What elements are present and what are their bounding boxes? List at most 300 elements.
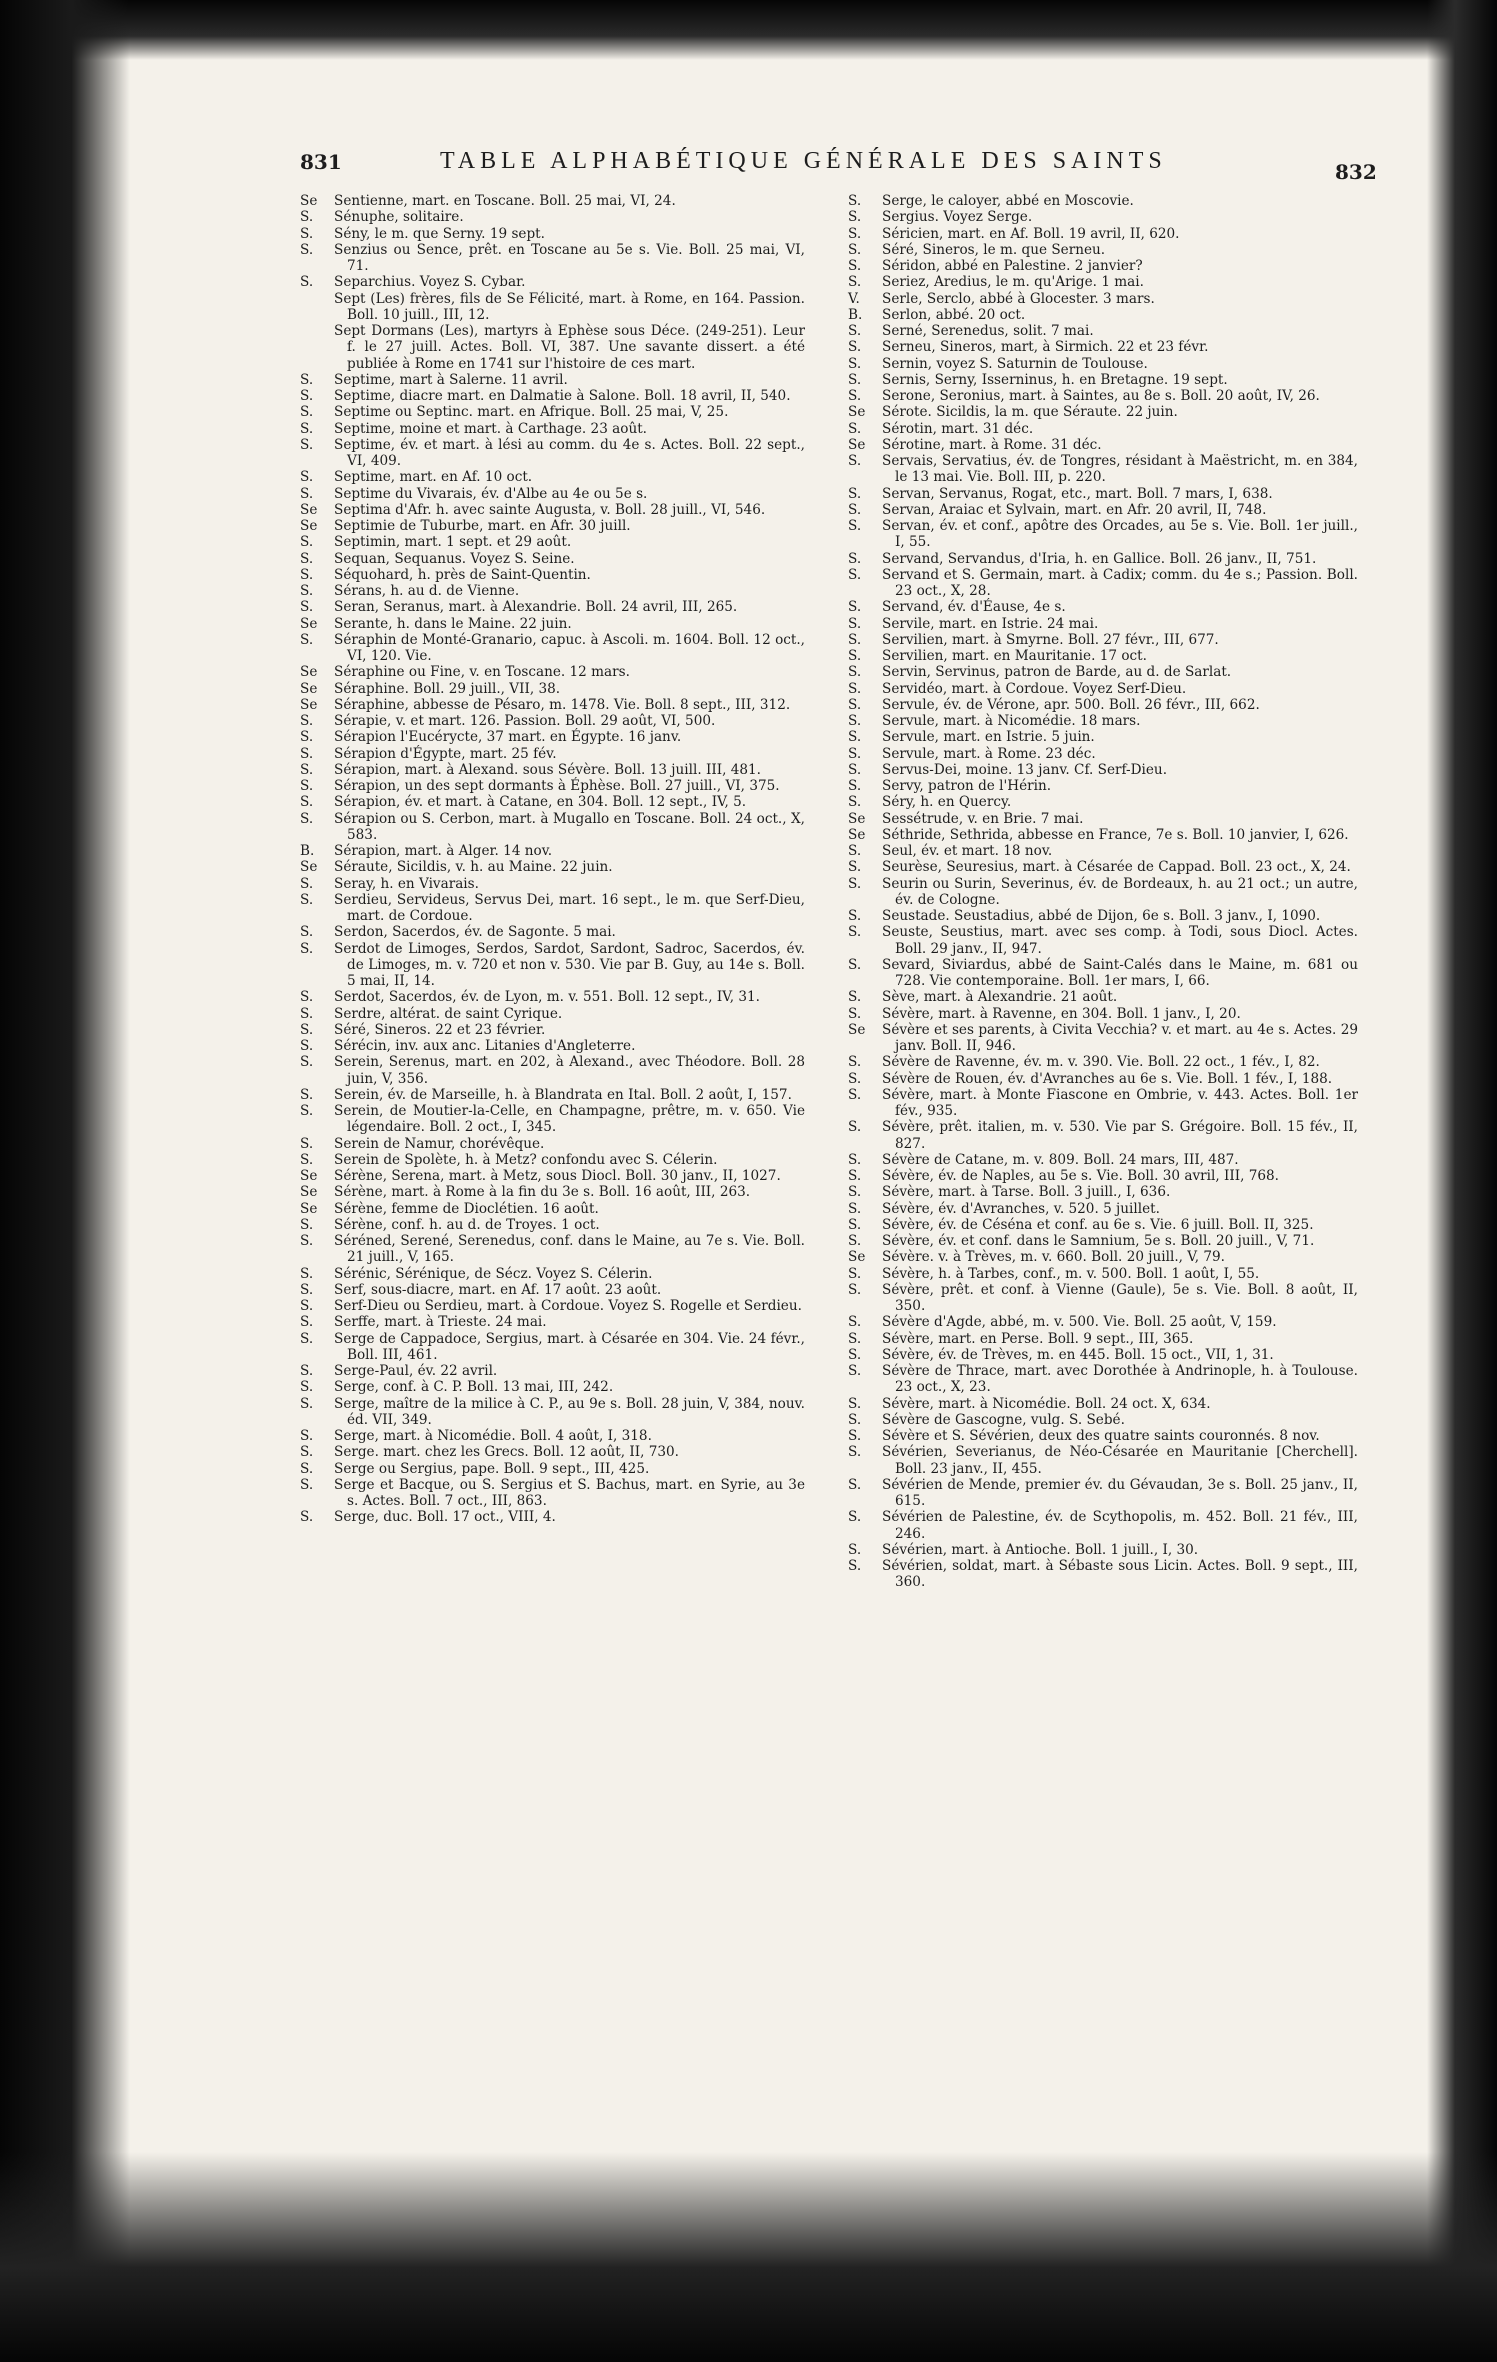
entry-text: Seustade. Seustadius, abbé de Dijon, 6e s. Boll. 3 janv., I, 1090.	[882, 908, 1321, 924]
entry-marker: S.	[848, 1233, 862, 1249]
index-entry	[848, 258, 1358, 274]
index-entry	[300, 567, 805, 583]
index-entry	[300, 1038, 805, 1054]
entry-text: Sévère, év. d'Avranches, v. 520. 5 juillet.	[882, 1200, 1160, 1217]
entry-text: Sévérien de Palestine, év. de Scythopolis, m. 452. Boll. 21 fév., III, 246.	[882, 1509, 1358, 1542]
entry-marker: Se	[848, 826, 866, 843]
scan-border-left	[0, 0, 130, 2362]
index-entry	[300, 274, 805, 290]
entry-marker: S.	[300, 1330, 314, 1347]
entry-marker: S.	[848, 371, 862, 388]
entry-text: Séraphine, abbesse de Pésaro, m. 1478. Vie. Boll. 8 sept., III, 312.	[334, 696, 791, 713]
entry-marker: S.	[300, 1054, 314, 1071]
entry-text: Servule, mart. à Rome. 23 déc.	[882, 745, 1096, 762]
index-entry	[848, 567, 1358, 600]
entry-marker: S.	[300, 1460, 314, 1477]
entry-text: Serein, de Moutier-la-Celle, en Champagne, prêtre, m. v. 650. Vie légendaire. Boll. 2 oct., I, 345.	[334, 1103, 805, 1136]
entry-marker: S.	[300, 274, 314, 291]
entry-marker: S.	[848, 1151, 862, 1168]
entry-text: Sérotin, mart. 31 déc.	[882, 420, 1034, 437]
entry-text: Séré, Sineros, le m. que Serneu.	[882, 241, 1106, 258]
entry-marker: S.	[300, 485, 314, 502]
index-entry	[848, 1542, 1358, 1558]
entry-marker: S.	[300, 875, 314, 892]
entry-marker: S.	[300, 729, 314, 746]
entry-text: Servidéo, mart. à Cordoue. Voyez Serf-Dieu.	[882, 680, 1187, 697]
index-entry	[300, 323, 805, 372]
index-entry	[300, 599, 805, 615]
index-entry	[848, 811, 1358, 827]
index-entry	[300, 616, 805, 632]
entry-text: Serdieu, Servideus, Servus Dei, mart. 16 sept., le m. que Serf-Dieu, mart. de Cordoue.	[334, 891, 805, 924]
index-entry	[300, 1266, 805, 1282]
index-entry	[848, 1347, 1358, 1363]
entry-text: Serein de Namur, chorévêque.	[334, 1135, 545, 1152]
entry-text: Sérapion, mart. à Alexand. sous Sévère. Boll. 13 juill. III, 481.	[334, 761, 761, 778]
entry-marker: Se	[300, 696, 318, 713]
entry-marker: Se	[848, 810, 866, 827]
index-entry	[300, 924, 805, 940]
index-entry	[848, 551, 1358, 567]
entry-marker: S.	[848, 1265, 862, 1282]
entry-text: Septimie de Tuburbe, mart. en Afr. 30 juill.	[334, 518, 631, 534]
entry-text: Seurèse, Seuresius, mart. à Césarée de Cappad. Boll. 23 oct., X, 24.	[882, 859, 1351, 876]
index-entry	[848, 762, 1358, 778]
page-number-right: 832	[1335, 160, 1377, 184]
entry-text: Serdre, altérat. de saint Cyrique.	[334, 1005, 563, 1022]
index-entry	[848, 1444, 1358, 1477]
index-entry	[300, 388, 805, 404]
index-entry	[848, 924, 1358, 957]
entry-text: Séridon, abbé en Palestine. 2 janvier?	[882, 258, 1143, 274]
entry-text: Sévérien, soldat, mart. à Sébaste sous Licin. Actes. Boll. 9 sept., III, 360.	[882, 1558, 1358, 1591]
index-entry	[848, 453, 1358, 486]
index-entry	[300, 193, 805, 209]
index-entry	[300, 226, 805, 242]
entry-text: Serdot de Limoges, Serdos, Sardot, Sardont, Sadroc, Sacerdos, év. de Limoges, m. v. 720 et non v. 530. Vie par B. Guy, au 14e s. Boll. 5 mai, II, 14.	[334, 940, 805, 989]
entry-marker: Se	[848, 1249, 866, 1266]
entry-text: Serf-Dieu ou Serdieu, mart. à Cordoue. Voyez S. Rogelle et Serdieu.	[334, 1298, 802, 1314]
entry-text: Sévère d'Agde, abbé, m. v. 500. Vie. Boll. 25 août, V, 159.	[882, 1314, 1277, 1331]
entry-marker: S.	[848, 1363, 862, 1379]
entry-marker: S.	[848, 1184, 862, 1201]
index-entry	[300, 469, 805, 485]
entry-text: Servan, Araiac et Sylvain, mart. en Afr. 20 avril, II, 748.	[882, 501, 1267, 518]
entry-text: Servilien, mart. en Mauritanie. 17 oct.	[882, 648, 1147, 664]
entry-text: Séréned, Serené, Serenedus, conf. dans le Maine, au 7e s. Vie. Boll. 21 juill., V, 165.	[334, 1233, 805, 1266]
index-entry	[848, 843, 1358, 859]
index-entry	[848, 648, 1358, 664]
index-entry	[300, 876, 805, 892]
entry-marker: S.	[300, 209, 314, 226]
entry-marker: S.	[300, 1216, 314, 1233]
index-entry	[848, 307, 1358, 323]
entry-marker: S.	[300, 1509, 314, 1526]
index-entry	[848, 1022, 1358, 1055]
entry-marker: S.	[848, 631, 862, 648]
entry-marker: S.	[848, 1330, 862, 1347]
entry-marker: S.	[848, 615, 862, 632]
index-entry	[848, 1006, 1358, 1022]
index-entry	[848, 1054, 1358, 1070]
entry-marker: S.	[848, 420, 862, 437]
entry-marker: S.	[300, 1476, 314, 1493]
entry-text: Septime du Vivarais, év. d'Albe au 4e ou 5e s.	[334, 485, 648, 502]
entry-marker: S.	[300, 371, 314, 388]
entry-text: Sessétrude, v. en Brie. 7 mai.	[882, 810, 1084, 827]
entry-text: Servand et S. Germain, mart. à Cadix; comm. du 4e s.; Passion. Boll. 23 oct., X, 28.	[882, 566, 1358, 599]
entry-marker: S.	[848, 566, 862, 583]
entry-text: Serante, h. dans le Maine. 22 juin.	[334, 615, 572, 632]
entry-text: Sept Dormans (Les), martyrs à Ephèse sous Déce. (249-251). Leur f. le 27 juill. Actes. Boll. VI, 387. Une savante dissert. a été publiée à Rome en 1741 sur l'histoire de ces mart.	[334, 323, 805, 372]
entry-marker: S.	[300, 225, 314, 242]
index-entry	[300, 1363, 805, 1379]
index-entry	[300, 1087, 805, 1103]
entry-text: Sévère et ses parents, à Civita Vecchia? v. et mart. au 4e s. Actes. 29 janv. Boll. II, 946.	[882, 1021, 1358, 1054]
index-entry	[300, 1282, 805, 1298]
index-entry	[300, 632, 805, 665]
entry-text: Sévère de Rouen, év. d'Avranches au 6e s. Vie. Boll. 1 fév., I, 188.	[882, 1070, 1333, 1087]
index-entry	[848, 339, 1358, 355]
index-entry	[848, 957, 1358, 990]
index-entry	[848, 1331, 1358, 1347]
entry-marker: Se	[300, 193, 318, 209]
entry-text: Serle, Serclo, abbé à Glocester. 3 mars.	[882, 290, 1155, 307]
entry-text: Sévère, prêt. italien, m. v. 530. Vie par S. Grégoire. Boll. 15 fév., II, 827.	[882, 1119, 1358, 1152]
index-entry	[300, 1331, 805, 1364]
index-entry	[848, 421, 1358, 437]
entry-text: Séraute, Sicildis, v. h. au Maine. 22 juin.	[334, 859, 613, 876]
entry-text: Servand, év. d'Éause, 4e s.	[882, 599, 1066, 616]
index-entry	[300, 1022, 805, 1038]
entry-marker: S.	[300, 1428, 314, 1444]
entry-marker: S.	[848, 355, 862, 372]
index-entry	[848, 827, 1358, 843]
entry-marker: S.	[848, 1346, 862, 1363]
index-entry	[300, 681, 805, 697]
entry-text: Servule, év. de Vérone, apr. 500. Boll. 26 févr., III, 662.	[882, 696, 1260, 713]
index-entry	[848, 1184, 1358, 1200]
entry-text: Serf, sous-diacre, mart. en Af. 17 août. 23 août.	[334, 1281, 662, 1298]
index-entry	[300, 713, 805, 729]
entry-marker: S.	[848, 323, 862, 339]
entry-text: Serffe, mart. à Trieste. 24 mai.	[334, 1314, 547, 1331]
entry-text: Sernin, voyez S. Saturnin de Toulouse.	[882, 355, 1148, 372]
index-entry	[300, 1379, 805, 1395]
entry-marker	[300, 291, 334, 324]
index-entry	[300, 1314, 805, 1330]
index-entry	[300, 421, 805, 437]
entry-text: Servais, Servatius, év. de Tongres, résidant à Maëstricht, m. en 384, le 13 mai. Vie. Boll. III, p. 220.	[882, 453, 1358, 486]
entry-text: Sept (Les) frères, fils de Se Félicité, mart. à Rome, en 164. Passion. Boll. 10 juill., III, 12.	[334, 290, 805, 323]
entry-marker: S.	[848, 680, 862, 697]
right-column	[848, 193, 1358, 1591]
entry-text: Sérotine, mart. à Rome. 31 déc.	[882, 436, 1102, 453]
entry-marker: S.	[848, 648, 862, 664]
entry-marker: S.	[848, 209, 862, 226]
index-entry	[300, 209, 805, 225]
entry-marker: S.	[848, 599, 862, 616]
entry-text: Serge de Cappadoce, Sergius, mart. à Césarée en 304. Vie. 24 févr., Boll. III, 461.	[334, 1330, 805, 1363]
index-entry	[848, 1363, 1358, 1396]
index-entry	[848, 697, 1358, 713]
entry-marker: S.	[848, 1281, 862, 1298]
entry-text: Sénuphe, solitaire.	[334, 209, 464, 226]
index-entry	[300, 1298, 805, 1314]
index-entry	[848, 502, 1358, 518]
entry-text: Sérapion, év. et mart. à Catane, en 304. Boll. 12 sept., IV, 5.	[334, 794, 747, 811]
entry-text: Séré, Sineros. 22 et 23 février.	[334, 1021, 546, 1038]
scan-border-right	[1427, 0, 1497, 2362]
index-entry	[848, 1428, 1358, 1444]
entry-text: Sény, le m. que Serny. 19 sept.	[334, 225, 545, 242]
entry-text: Seray, h. en Vivarais.	[334, 875, 479, 892]
index-entry	[300, 892, 805, 925]
entry-marker: S.	[848, 388, 862, 404]
index-entry	[300, 1509, 805, 1525]
index-entry	[848, 274, 1358, 290]
index-entry	[848, 1071, 1358, 1087]
index-entry	[848, 437, 1358, 453]
entry-marker: S.	[300, 583, 314, 599]
entry-text: Serein, év. de Marseille, h. à Blandrata en Ital. Boll. 2 août, I, 157.	[334, 1086, 792, 1103]
index-entry	[848, 209, 1358, 225]
index-entry	[848, 778, 1358, 794]
index-entry	[300, 1201, 805, 1217]
entry-marker: S.	[300, 550, 314, 567]
index-entry	[848, 599, 1358, 615]
entry-text: Separchius. Voyez S. Cybar.	[334, 274, 526, 291]
entry-marker: S.	[300, 810, 314, 827]
entry-text: Serge, duc. Boll. 17 oct., VIII, 4.	[334, 1509, 556, 1526]
index-entry	[300, 762, 805, 778]
entry-marker: S.	[848, 1086, 862, 1103]
index-entry	[848, 1558, 1358, 1591]
entry-marker: S.	[300, 713, 314, 729]
entry-marker: S.	[848, 1476, 862, 1493]
entry-marker: B.	[848, 306, 863, 323]
entry-text: Servand, Servandus, d'Iria, h. en Gallice. Boll. 26 janv., II, 751.	[882, 550, 1317, 567]
entry-text: Séraphin de Monté-Granario, capuc. à Ascoli. m. 1604. Boll. 12 oct., VI, 120. Vie.	[334, 631, 805, 664]
index-entry	[848, 1217, 1358, 1233]
index-entry	[848, 713, 1358, 729]
entry-text: Séraphine. Boll. 29 juill., VII, 38.	[334, 680, 561, 697]
entry-marker: S.	[300, 1314, 314, 1331]
entry-text: Serneu, Sineros, mart, à Sirmich. 22 et 23 févr.	[882, 339, 1209, 356]
entry-marker: Se	[848, 1021, 866, 1038]
index-entry	[300, 242, 805, 275]
entry-marker: S.	[848, 485, 862, 502]
index-entry	[300, 372, 805, 388]
entry-text: Serein de Spolète, h. à Metz? confondu avec S. Célerin.	[334, 1151, 718, 1168]
index-entry	[848, 1201, 1358, 1217]
entry-text: Seul, év. et mart. 18 nov.	[882, 843, 1053, 859]
entry-text: Sérapion, un des sept dormants à Éphèse. Boll. 27 juill., VI, 375.	[334, 778, 780, 794]
index-entry	[300, 1233, 805, 1266]
index-entry	[300, 1168, 805, 1184]
entry-marker: S.	[848, 225, 862, 242]
entry-text: Sévère, h. à Tarbes, conf., m. v. 500. Boll. 1 août, I, 55.	[882, 1265, 1260, 1282]
entry-text: Servan, év. et conf., apôtre des Orcades, au 5e s. Vie. Boll. 1er juill., I, 55.	[882, 518, 1358, 551]
index-entry	[848, 876, 1358, 909]
index-entry	[848, 989, 1358, 1005]
entry-text: Serge, mart. à Nicomédie. Boll. 4 août, I, 318.	[334, 1428, 652, 1444]
entry-marker: S.	[300, 761, 314, 778]
entry-marker: S.	[848, 1541, 862, 1558]
entry-marker: S.	[848, 875, 862, 892]
entry-marker: S.	[848, 550, 862, 567]
entry-marker: V.	[848, 290, 860, 307]
index-entry	[300, 1461, 805, 1477]
entry-marker	[300, 323, 334, 372]
entry-text: Seurin ou Surin, Severinus, év. de Bordeaux, h. au 21 oct.; un autre, év. de Cologne.	[882, 875, 1358, 908]
left-column	[300, 193, 805, 1526]
index-entry	[300, 941, 805, 990]
index-entry	[848, 226, 1358, 242]
index-entry	[848, 486, 1358, 502]
index-entry	[300, 551, 805, 567]
entry-text: Sentienne, mart. en Toscane. Boll. 25 mai, VI, 24.	[334, 193, 676, 209]
entry-text: Servile, mart. en Istrie. 24 mai.	[882, 615, 1099, 632]
entry-marker: S.	[848, 1216, 862, 1233]
index-entry	[300, 1152, 805, 1168]
index-entry	[848, 518, 1358, 551]
index-entry	[848, 372, 1358, 388]
entry-marker: S.	[300, 1005, 314, 1022]
entry-text: Sévère, év. de Naples, au 5e s. Vie. Boll. 30 avril, III, 768.	[882, 1168, 1279, 1184]
index-entry	[848, 1412, 1358, 1428]
entry-marker: S.	[848, 696, 862, 713]
entry-text: Sérapie, v. et mart. 126. Passion. Boll. 29 août, VI, 500.	[334, 713, 716, 729]
entry-marker: Se	[300, 518, 318, 534]
entry-text: Sérans, h. au d. de Vienne.	[334, 583, 520, 599]
index-entry	[848, 242, 1358, 258]
entry-text: Sérène, femme de Dioclétien. 16 août.	[334, 1200, 599, 1217]
entry-text: Seriez, Aredius, le m. qu'Arige. 1 mai.	[882, 274, 1144, 291]
entry-text: Sérénic, Sérénique, de Sécz. Voyez S. Célerin.	[334, 1265, 653, 1282]
entry-text: Sévère, mart. à Tarse. Boll. 3 juill., I, 636.	[882, 1184, 1171, 1201]
index-entry	[848, 323, 1358, 339]
index-entry	[300, 1477, 805, 1510]
entry-marker: Se	[848, 404, 866, 421]
entry-text: Septime, év. et mart. à lési au comm. du 4e s. Actes. Boll. 22 sept., VI, 409.	[334, 436, 805, 469]
entry-marker: S.	[300, 1038, 314, 1054]
entry-text: Septime, mart à Salerne. 11 avril.	[334, 371, 568, 388]
entry-marker: S.	[300, 1086, 314, 1103]
entry-marker: S.	[848, 713, 862, 729]
entry-marker: S.	[300, 745, 314, 762]
index-entry	[848, 681, 1358, 697]
entry-text: Servus-Dei, moine. 13 janv. Cf. Serf-Dieu.	[882, 761, 1168, 778]
entry-marker: S.	[848, 989, 862, 1006]
entry-marker: S.	[848, 859, 862, 876]
entry-text: Serge. mart. chez les Grecs. Boll. 12 août, II, 730.	[334, 1444, 679, 1461]
entry-text: Serone, Seronius, mart. à Saintes, au 8e s. Boll. 20 août, IV, 26.	[882, 388, 1320, 404]
entry-text: Sévère, év. et conf. dans le Samnium, 5e s. Boll. 20 juill., V, 71.	[882, 1233, 1315, 1249]
entry-marker: S.	[848, 1509, 862, 1526]
entry-marker: S.	[300, 891, 314, 908]
entry-text: Serge, maître de la milice à C. P., au 9e s. Boll. 28 juin, V, 384, nouv. éd. VII, 349.	[334, 1395, 805, 1428]
entry-text: Séricien, mart. en Af. Boll. 19 avril, II, 620.	[882, 225, 1180, 242]
entry-text: Serné, Serenedus, solit. 7 mai.	[882, 323, 1094, 339]
entry-text: Servilien, mart. à Smyrne. Boll. 27 févr., III, 677.	[882, 631, 1219, 648]
entry-text: Septime, mart. en Af. 10 oct.	[334, 469, 533, 486]
index-entry	[300, 1184, 805, 1200]
entry-marker: S.	[848, 843, 862, 859]
entry-text: Sérapion ou S. Cerbon, mart. à Mugallo en Toscane. Boll. 24 oct., X, 583.	[334, 810, 805, 843]
index-entry	[848, 1477, 1358, 1510]
entry-marker: S.	[300, 420, 314, 437]
index-entry	[300, 1217, 805, 1233]
entry-text: Sévère, mart. à Ravenne, en 304. Boll. 1 janv., I, 20.	[882, 1005, 1241, 1022]
index-entry	[848, 616, 1358, 632]
page-number-left: 831	[300, 150, 342, 174]
entry-marker: S.	[848, 518, 862, 534]
entry-marker: B.	[300, 843, 315, 859]
entry-marker: Se	[300, 859, 318, 876]
entry-marker: S.	[848, 1395, 862, 1412]
entry-marker: S.	[300, 1281, 314, 1298]
entry-marker: S.	[848, 1428, 862, 1444]
entry-text: Sévère, mart. en Perse. Boll. 9 sept., III, 365.	[882, 1330, 1194, 1347]
index-entry	[300, 1103, 805, 1136]
entry-marker: S.	[848, 241, 862, 258]
index-entry	[848, 1314, 1358, 1330]
entry-marker: S.	[300, 631, 314, 648]
entry-marker: S.	[848, 1168, 862, 1184]
index-entry	[848, 1119, 1358, 1152]
entry-marker: S.	[848, 1005, 862, 1022]
entry-text: Sévère de Ravenne, év. m. v. 390. Vie. Boll. 22 oct., 1 fév., I, 82.	[882, 1054, 1320, 1071]
entry-text: Septime, diacre mart. en Dalmatie à Salone. Boll. 18 avril, II, 540.	[334, 388, 791, 404]
index-entry	[848, 193, 1358, 209]
entry-marker: S.	[300, 241, 314, 258]
index-entry	[848, 1087, 1358, 1120]
index-entry	[300, 859, 805, 875]
entry-text: Sévère et S. Sévérien, deux des quatre saints couronnés. 8 nov.	[882, 1428, 1320, 1444]
entry-marker: S.	[300, 1233, 314, 1249]
index-entry	[300, 534, 805, 550]
entry-marker: S.	[848, 339, 862, 356]
index-entry	[848, 729, 1358, 745]
entry-text: Séraphine ou Fine, v. en Toscane. 12 mars.	[334, 664, 630, 681]
index-entry	[300, 729, 805, 745]
entry-marker: S.	[848, 1054, 862, 1071]
entry-marker: S.	[848, 745, 862, 762]
entry-marker: S.	[300, 940, 314, 957]
entry-marker: S.	[300, 1103, 314, 1119]
entry-text: Sequan, Sequanus. Voyez S. Seine.	[334, 550, 575, 567]
index-entry	[300, 989, 805, 1005]
index-entry	[300, 437, 805, 470]
index-entry	[300, 811, 805, 844]
entry-marker: Se	[300, 1184, 318, 1201]
index-entry	[848, 1266, 1358, 1282]
index-entry	[848, 794, 1358, 810]
index-entry	[300, 502, 805, 518]
entry-marker: S.	[300, 778, 314, 794]
entry-marker: S.	[848, 453, 862, 469]
entry-text: Serge et Bacque, ou S. Sergius et S. Bachus, mart. en Syrie, au 3e s. Actes. Boll. 7 oct., III, 863.	[334, 1476, 805, 1509]
entry-text: Sergius. Voyez Serge.	[882, 209, 1033, 226]
entry-marker: S.	[848, 274, 862, 291]
scan-border-bottom	[0, 2152, 1497, 2362]
index-entry	[300, 1054, 805, 1087]
entry-text: Servy, patron de l'Hérin.	[882, 778, 1052, 794]
entry-marker: S.	[300, 469, 314, 486]
entry-text: Sévère, év. de Trèves, m. en 445. Boll. 15 oct., VII, 1, 31.	[882, 1346, 1274, 1363]
entry-text: Septimin, mart. 1 sept. et 29 août.	[334, 534, 572, 551]
